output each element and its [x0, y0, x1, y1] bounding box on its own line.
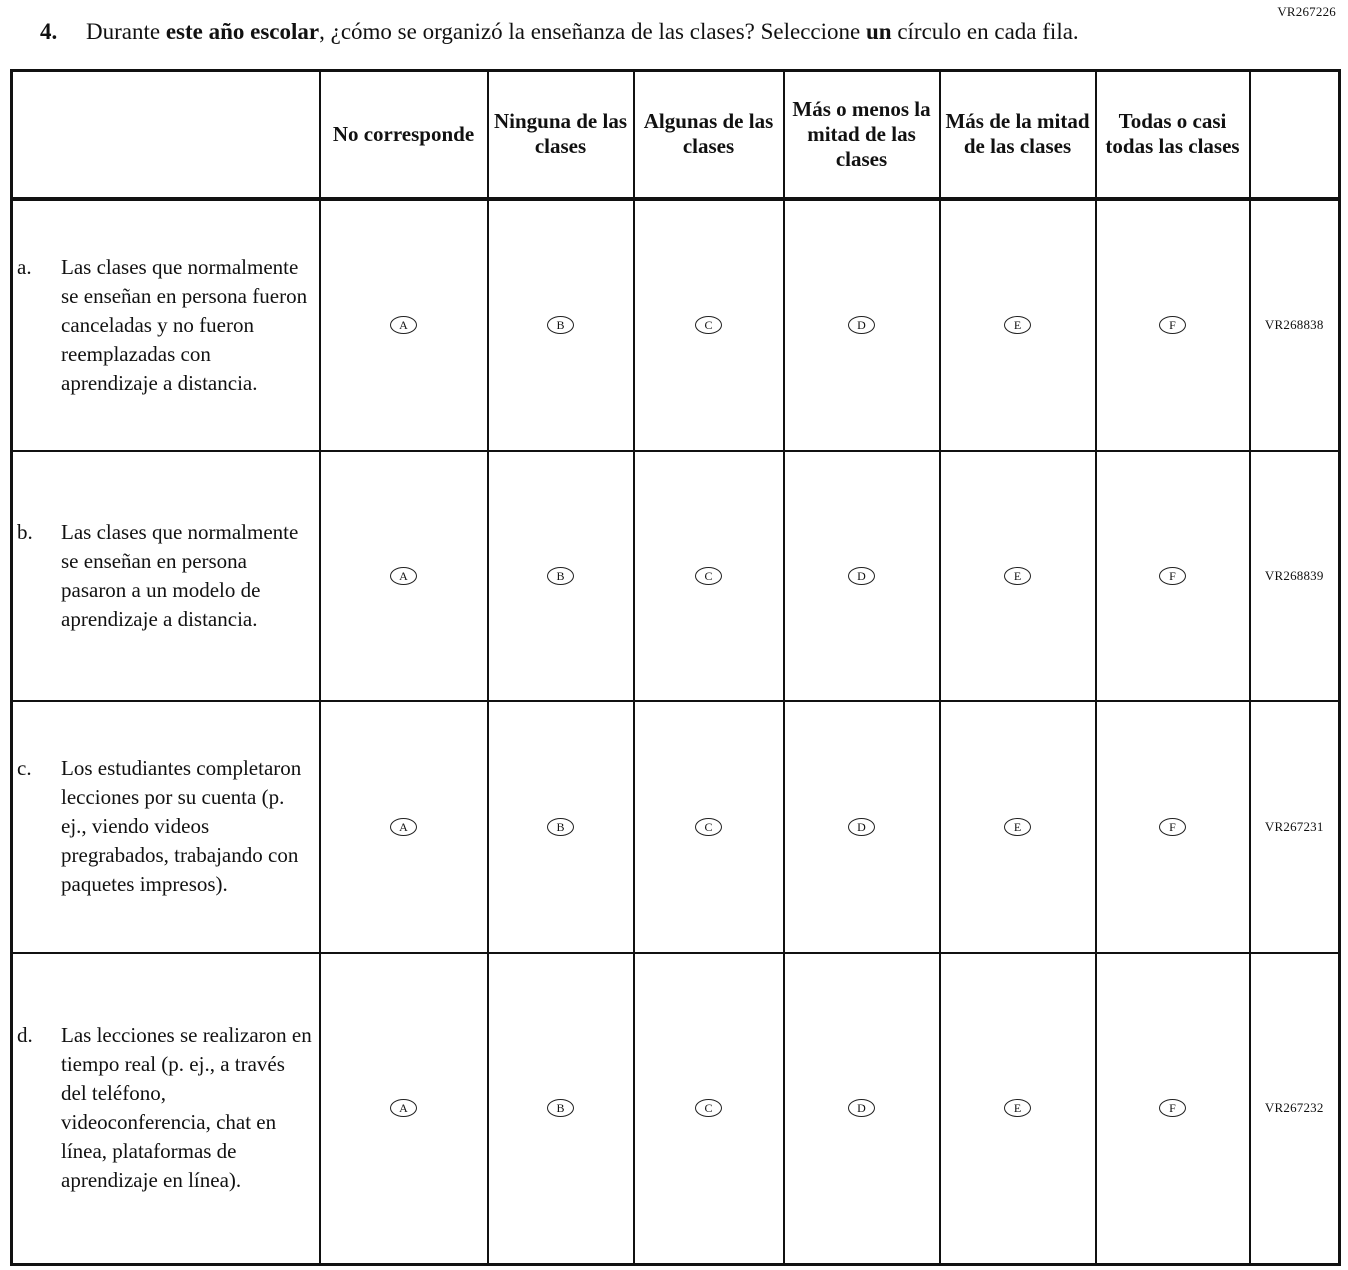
option-bubble-c[interactable]: C [695, 316, 722, 334]
row-code: VR267231 [1250, 701, 1340, 953]
header-empty-statement [12, 71, 320, 199]
table-row [12, 199, 1340, 451]
option-cell [784, 199, 940, 451]
option-bubble-c[interactable]: C [695, 567, 722, 585]
option-bubble-b[interactable]: B [547, 567, 574, 585]
option-cell [634, 953, 784, 1265]
option-bubble-a[interactable]: A [390, 1099, 417, 1117]
option-cell [488, 953, 634, 1265]
option-cell [940, 199, 1096, 451]
question-text-part1: Durante [86, 19, 166, 44]
option-bubble-d[interactable]: D [848, 316, 875, 334]
table-header [12, 71, 1340, 199]
table-row [12, 451, 1340, 701]
question-text-bold1: este año escolar [165, 19, 320, 44]
option-bubble-e[interactable]: E [1004, 567, 1031, 585]
option-bubble-e[interactable]: E [1004, 316, 1031, 334]
row-label: c. [17, 756, 32, 781]
row-label: b. [17, 519, 33, 544]
option-cell [634, 199, 784, 451]
row-code: VR268839 [1250, 451, 1340, 701]
question-block [0, 0, 1348, 47]
header-mas-o-menos-mitad: Más o menos la mitad de las clases [784, 71, 940, 199]
option-cell [940, 953, 1096, 1265]
header-algunas: Algunas de las clases [634, 71, 784, 199]
option-cell [1096, 199, 1250, 451]
header-ninguna: Ninguna de las clases [488, 71, 634, 199]
option-bubble-f[interactable]: F [1159, 316, 1186, 334]
question-text [86, 16, 1079, 47]
statement-text: Las lecciones se realizaron en tiempo real (p. ej., a través del teléfono, videoconferencia, chat en línea, plataformas de aprendizaje en línea). [61, 1023, 312, 1193]
option-cell [634, 451, 784, 701]
statement-cell [12, 451, 320, 701]
option-bubble-e[interactable]: E [1004, 1099, 1031, 1117]
question-number: 4. [40, 19, 58, 44]
option-cell [488, 199, 634, 451]
option-bubble-a[interactable]: A [390, 316, 417, 334]
table-row [12, 953, 1340, 1265]
option-bubble-b[interactable]: B [547, 316, 574, 334]
statement-cell [12, 953, 320, 1265]
row-code: VR268838 [1250, 199, 1340, 451]
statement-text: Los estudiantes completaron lecciones por su cuenta (p. ej., viendo videos pregrabados, trabajando con paquetes impresos). [61, 756, 302, 896]
header-no-corresponde: No corresponde [320, 71, 488, 199]
option-bubble-f[interactable]: F [1159, 818, 1186, 836]
option-cell [634, 701, 784, 953]
option-bubble-b[interactable]: B [547, 818, 574, 836]
option-cell [1096, 953, 1250, 1265]
option-cell [488, 701, 634, 953]
header-todas: Todas o casi todas las clases [1096, 71, 1250, 199]
option-bubble-a[interactable]: A [390, 567, 417, 585]
option-cell [784, 451, 940, 701]
option-bubble-c[interactable]: C [695, 818, 722, 836]
option-cell [784, 953, 940, 1265]
question-text-bold2: un [865, 19, 892, 44]
option-cell [320, 953, 488, 1265]
option-cell [320, 199, 488, 451]
option-bubble-a[interactable]: A [390, 818, 417, 836]
statement-text: Las clases que normalmente se enseñan en persona fueron canceladas y no fueron reemplazadas con aprendizaje a distancia. [61, 254, 308, 395]
statement-text: Las clases que normalmente se enseñan en persona pasaron a un modelo de aprendizaje a distancia. [61, 519, 299, 631]
option-bubble-d[interactable]: D [848, 818, 875, 836]
row-code: VR267232 [1250, 953, 1340, 1265]
table-row [12, 701, 1340, 953]
question-text-part3: círculo en cada fila. [891, 19, 1079, 44]
row-label: a. [17, 254, 32, 279]
option-cell [784, 701, 940, 953]
option-cell [488, 451, 634, 701]
question-text-part2: , ¿cómo se organizó la enseñanza de las clases? Seleccione [319, 19, 866, 44]
option-bubble-c[interactable]: C [695, 1099, 722, 1117]
form-code-top-right: VR267226 [1277, 4, 1336, 19]
header-mas-de-mitad: Más de la mitad de las clases [940, 71, 1096, 199]
statement-cell [12, 199, 320, 451]
statement-cell [12, 701, 320, 953]
option-cell [940, 451, 1096, 701]
option-bubble-e[interactable]: E [1004, 818, 1031, 836]
option-bubble-f[interactable]: F [1159, 567, 1186, 585]
option-bubble-d[interactable]: D [848, 1099, 875, 1117]
option-cell [940, 701, 1096, 953]
option-bubble-d[interactable]: D [848, 567, 875, 585]
option-bubble-f[interactable]: F [1159, 1099, 1186, 1117]
row-label: d. [17, 1023, 33, 1048]
option-cell [1096, 451, 1250, 701]
response-matrix-table [10, 69, 1341, 1266]
option-cell [320, 701, 488, 953]
option-cell [320, 451, 488, 701]
option-cell [1096, 701, 1250, 953]
option-bubble-b[interactable]: B [547, 1099, 574, 1117]
header-empty-code [1250, 71, 1340, 199]
